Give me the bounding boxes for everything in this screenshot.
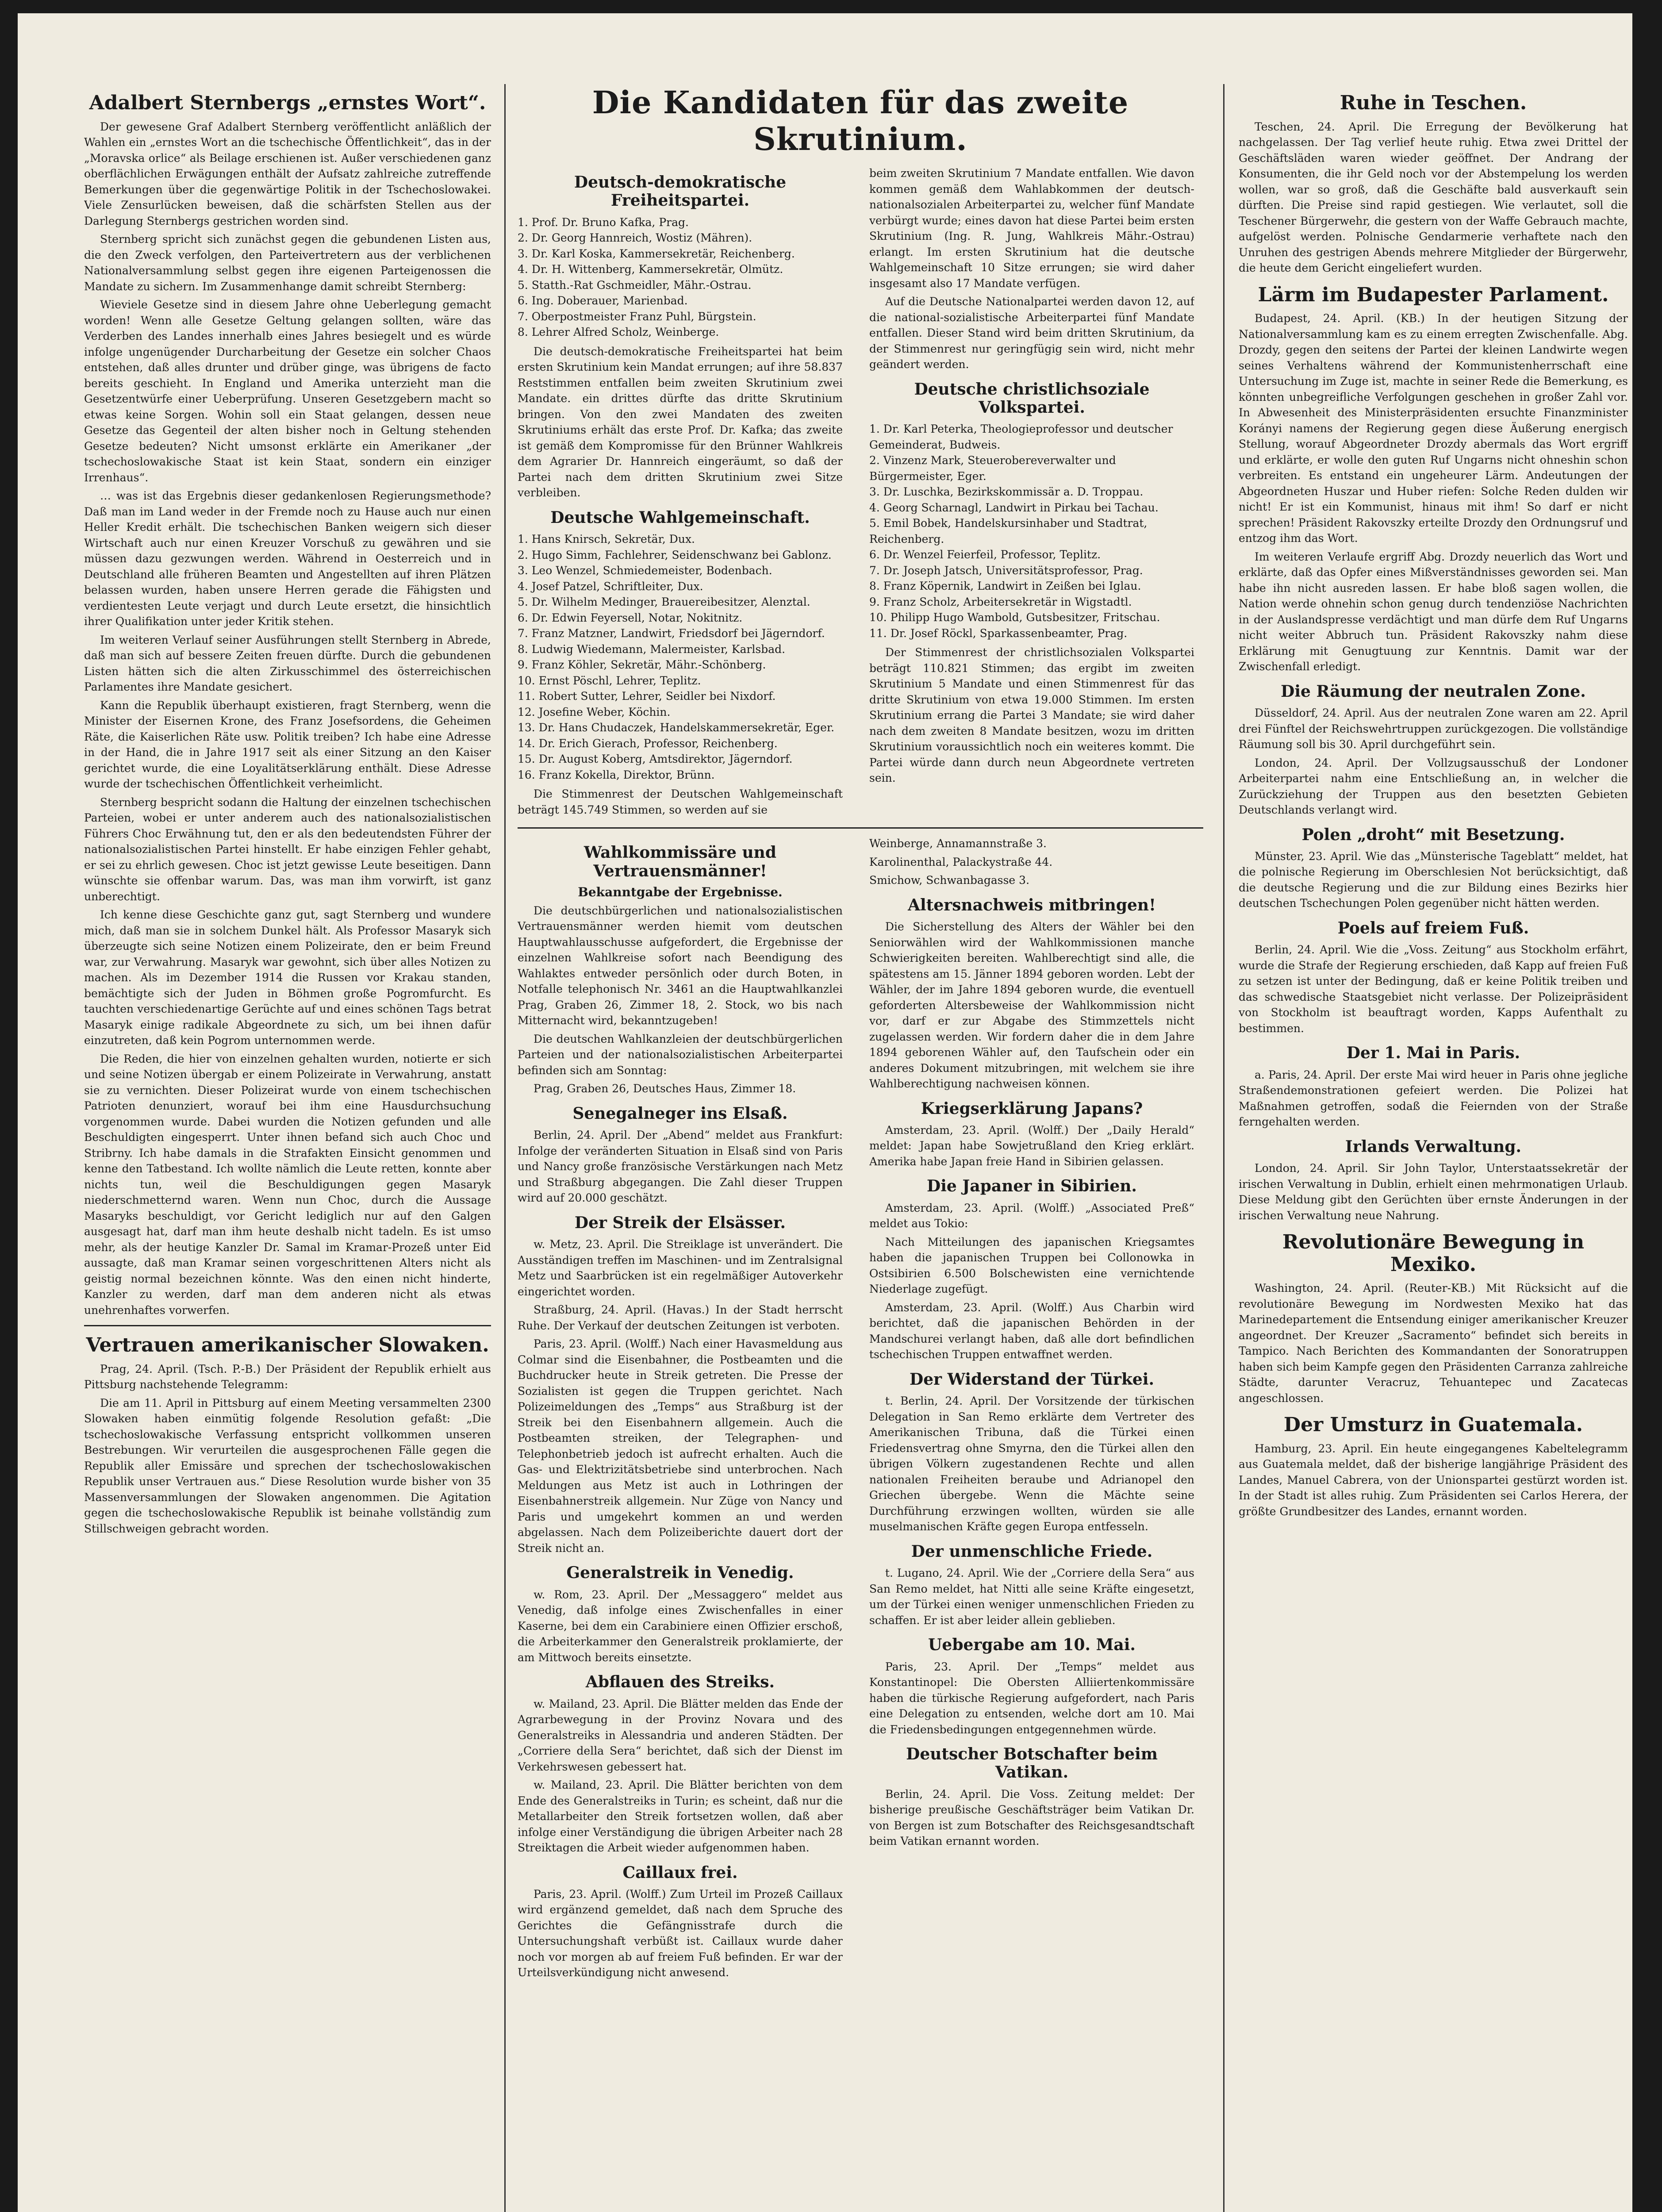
candidate-list-dwg: [518, 531, 843, 783]
column-center: [518, 84, 1203, 1983]
paragraph: Budapest, 24. April. (KB.) In der heutigen Sitzung der Nationalversammlung kam es zu einem erregten Zwischenfalle. Abg. Drozdy, gegen den seitens der Partei der kleinen Landwirte wegen seines Verhaltens während der Kommunistenherrschaft eine Untersuchung im Zuge ist, machte in seiner Rede die Bemerkung, es könnten unbegreifliche Verfolgungen geschehen in großer Zahl vor. In Abwesenheit des Ministerpräsidenten ersuchte Finanzminister Korányi namens der Regierung gegen diese Äußerung energisch Stellung, worauf Abgeordneter Drozdy abermals das Wort ergriff und erklärte, er wolle den guten Ruf Ungarns nicht ohneshin schon verbreiten. Es entstand ein ungeheurer Lärm. Andeutungen der Abgeordneten Huszar und Huber riefen: Solche Reden dulden wir nicht! Er ist ein Kommunist, hinaus mit ihm! So darf er nicht sprechen! Präsident Rakovszky erteilte Drozdy den Ordnungsruf und entzog ihm das Wort.: [1239, 312, 1628, 545]
list-item: 14. Dr. Erich Gierach, Professor, Reichenberg.: [518, 737, 778, 750]
paragraph: Amsterdam, 23. April. (Wolff.) Der „Daily Herald“ meldet: Japan habe Sowjetrußland den Krieg erklärt. Amerika habe Japan freie Hand in Sibirien gelassen.: [869, 1123, 1194, 1168]
list-item: 1. Prof. Dr. Bruno Kafka, Prag.: [518, 215, 689, 229]
paragraph: Berlin, 24. April. Die Voss. Zeitung meldet: Der bisherige preußische Geschäftsträger beim Vatikan Dr. von Bergen ist zum Botschafter des Reichsgesandtschaft beim Vatikan ernannt worden.: [869, 1787, 1194, 1848]
paragraph: w. Mailand, 23. April. Die Blätter berichten von dem Ende des Generalstreiks in Turin; es scheint, daß nur die Metallarbeiter den Streik fortsetzen wollen, daß aber infolge einer Verständigung die übrigen Arbeiter nach 28 Streiktagen die Arbeit wieder aufgenommen haben.: [518, 1778, 843, 1855]
newspaper-page: [18, 13, 1632, 2212]
article-title-wahlkommissaere: Wahlkommissäre und Vertrauensmänner!: [583, 843, 777, 880]
list-item: 8. Lehrer Alfred Scholz, Weinberge.: [518, 326, 719, 339]
article-title-friede: Der unmenschliche Friede.: [911, 1542, 1153, 1561]
paragraph: Der gewesene Graf Adalbert Sternberg veröffentlicht anläßlich der Wahlen ein „ernstes Wort an die tschechische Öffentlichkeit“, das in der „Moravska orlice“ als Beilage erschienen ist. Außer verschiedenen ganz oberflächlichen Erwägungen enthält der Aufsatz zahlreiche zutreffende Bemerkungen über die gegenwärtige Politik in der Tschechoslowakei. Viele Zensurlücken beweisen, daß die schärfsten Stellen aus der Darlegung Sternbergs gestrichen worden sind.: [84, 120, 491, 227]
paragraph: Die Stimmenrest der Deutschen Wahlgemeinschaft beträgt 145.749 Stimmen, so werden auf sie: [518, 787, 843, 816]
paragraph: Auf die Deutsche Nationalpartei werden davon 12, auf die national-sozialistische Arbeiterpartei fünf Mandate entfallen. Dieser Stand wird beim dritten Skrutinium, da der Stimmenrest nur geringfügig sein wird, nicht mehr geändert werden.: [869, 295, 1194, 371]
paragraph: Paris, 23. April. (Wolff.) Zum Urteil im Prozeß Caillaux wird ergänzend gemeldet, daß nach dem Spruche des Gerichtes die Gefängnisstrafe durch die Untersuchungshaft verbüßt ist. Caillaux wurde daher noch vor morgen ab auf freiem Fuß befinden. Er war der Urteilsverkündigung nicht anwesend.: [518, 1887, 843, 1979]
list-item: 10. Philipp Hugo Wambold, Gutsbesitzer, Fritschau.: [869, 611, 1160, 624]
paragraph: Teschen, 24. April. Die Erregung der Bevölkerung hat nachgelassen. Der Tag verlief heute ruhig. Etwa zwei Drittel der Geschäftsläden waren wieder geöffnet. Der Andrang der Konsumenten, die ihr Geld noch vor der Abstempelung los werden wollen, war so groß, daß die Geschäfte bald ausverkauft sein dürften. Die Preise sind rapid gestiegen. Wie verlautet, soll die Teschener Bürgerwehr, die gestern von der Waffe Gebrauch machte, aufgelöst werden. Polnische Gendarmerie verhaftete nach den Unruhen des gestrigen Abends mehrere Mitglieder der Bürgerwehr, die heute dem Gericht eingeliefert wurden.: [1239, 120, 1628, 275]
paragraph: Paris, 23. April. Der „Temps“ meldet aus Konstantinopel: Die Obersten Alliiertenkommissäre haben die türkische Regierung aufgefordert, nach Paris eine Delegation zu entsenden, welche dort am 10. Mai die Friedensbedingungen entgegennehmen würde.: [869, 1660, 1194, 1736]
list-item: 1. Dr. Karl Peterka, Theologieprofessor und deutscher Gemeinderat, Budweis.: [869, 422, 1173, 451]
paragraph: Die Sicherstellung des Alters der Wähler bei den Seniorwählen wird der Wahlkommissionen manche Schwierigkeiten bereiten. Wahlberechtigt sind alle, die spätestens am 15. Jänner 1894 geboren worden. Lebt der Wähler, der im Jahre 1894 geboren wurde, die eventuell geforderten Altersbeweise der Wahlkommission nicht vor, darf er zur Abgabe des Stimmzettels nicht zugelassen werden. Wir fordern daher die in dem Jahre 1894 geborenen Wähler auf, den Taufschein oder ein anderes Dokument mitzubringen, mit welchem sie ihre Wahlberechtigung nachweisen können.: [869, 920, 1194, 1091]
paragraph: t. Berlin, 24. April. Der Vorsitzende der türkischen Delegation in San Remo erklärte dem Vertreter des Amerikanischen Tribuna, daß die Türkei einen Friedensvertrag ohne Smyrna, den die Türkei allen den übrigen Völkern zugestandenen Rechte und allen nationalen Freiheiten beraube und Adrianopel den Griechen übergebe. Wenn die Mächte seine Durchführung erzwingen wollten, würden sie alle muselmanischen Kräfte gegen Europa entfesseln.: [869, 1394, 1194, 1533]
column-right: [1239, 84, 1628, 1522]
list-item: 7. Franz Matzner, Landwirt, Friedsdorf bei Jägerndorf.: [518, 627, 825, 640]
party-title-dwg: Deutsche Wahlgemeinschaft.: [550, 508, 810, 527]
subcol-right-top: [869, 165, 1194, 789]
list-item: 5. Emil Bobek, Handelskursinhaber und Stadtrat, Reichenberg.: [869, 517, 1148, 545]
list-item: 15. Dr. August Koberg, Amtsdirektor, Jägerndorf.: [518, 753, 793, 766]
list-item: 9. Franz Scholz, Arbeitersekretär in Wigstadtl.: [869, 595, 1132, 608]
article-title-senegalneger: Senegalneger ins Elsaß.: [572, 1104, 788, 1123]
paragraph: London, 24. April. Der Vollzugsausschuß der Londoner Arbeiterpartei nahm eine Entschließung an, in welcher die Zurückziehung der Truppen aus den besetzten Gebieten Deutschlands verlangt wird.: [1239, 756, 1628, 817]
article-title-elsaesser: Der Streik der Elsässer.: [574, 1213, 786, 1232]
article-subtitle: Bekanntgabe der Ergebnisse.: [578, 884, 783, 899]
list-item: 4. Josef Patzel, Schriftleiter, Dux.: [518, 580, 703, 593]
list-item: 11. Robert Sutter, Lehrer, Seidler bei Nixdorf.: [518, 690, 776, 703]
paragraph: Nach Mitteilungen des japanischen Kriegsamtes haben die japanischen Truppen bei Collonowka in Ostsibirien 6.500 Bolschewisten eine vernichtende Niederlage zugefügt.: [869, 1235, 1194, 1296]
column-rule: [1223, 84, 1224, 2212]
paragraph: Wieviele Gesetze sind in diesem Jahre ohne Ueberlegung gemacht worden! Wenn alle Gesetze Geltung gelangen sollten, wäre das Verderben des Landes innerhalb eines Jahres besiegelt und es würde infolge ungenügender Durcharbeitung der Gesetze ein solcher Chaos entstehen, daß alles drunter und drüber ginge, was übrigens de facto bereits geschieht. In England und Amerika unterzieht man die Gesetzentwürfe einer Ueberprüfung. Unseren Gesetzgebern macht so etwas keine Sorgen. Wohin soll ein Staat gelangen, dessen neue Gesetze das Gegenteil der alten bisher noch in Geltung stehenden Gesetze bedeuten? Nicht umsonst erklärte ein Amerikaner „der tschechoslowakische Staat ist kein Staat, sondern ein einziger Irrenhaus“.: [84, 298, 491, 484]
list-item: 12. Josefine Weber, Köchin.: [518, 705, 671, 718]
list-item: 6. Dr. Wenzel Feierfeil, Professor, Teplitz.: [869, 548, 1101, 561]
list-item: 3. Dr. Luschka, Bezirkskommissär a. D. Troppau.: [869, 485, 1144, 499]
list-item: 4. Georg Scharnagl, Landwirt in Pirkau bei Tachau.: [869, 501, 1159, 514]
paragraph: Straßburg, 24. April. (Havas.) In der Stadt herrscht Ruhe. Der Verkauf der deutschen Zeitungen ist verboten.: [518, 1303, 843, 1332]
party-title-ddf: Deutsch-demokratische Freiheitspartei.: [574, 173, 787, 210]
article-title-irland: Irlands Verwaltung.: [1345, 1137, 1522, 1156]
article-title-mexiko: Revolutionäre Bewegung in Mexiko.: [1282, 1231, 1585, 1276]
list-item: 8. Franz Köpernik, Landwirt in Zeißen bei Iglau.: [869, 580, 1141, 593]
candidate-list-ddf: [518, 215, 843, 340]
list-item: 10. Ernst Pöschl, Lehrer, Teplitz.: [518, 674, 701, 687]
paragraph: Amsterdam, 23. April. (Wolff.) „Associated Preß“ meldet aus Tokio:: [869, 1201, 1194, 1230]
paragraph: Amsterdam, 23. April. (Wolff.) Aus Charbin wird berichtet, daß die japanischen Behörden in der Mandschurei verlangt haben, daß alle dort befindlichen tschechischen Truppen entwaffnet werden.: [869, 1301, 1194, 1361]
list-item: 2. Vinzenz Mark, Steuerobereverwalter und Bürgermeister, Eger.: [869, 454, 1116, 483]
article-title-guatemala: Der Umsturz in Guatemala.: [1283, 1413, 1583, 1436]
article-title-polen: Polen „droht“ mit Besetzung.: [1301, 825, 1565, 844]
paragraph: Im weiteren Verlauf seiner Ausführungen stellt Sternberg in Abrede, daß man sich auf bessere Zeiten freuen dürfte. Durch die gebundenen Listen hätten sich die alten Zirkusschimmel des österreichischen Parlamentes ihre Mandate gesichert.: [84, 633, 491, 694]
article-title-uebergabe: Uebergabe am 10. Mai.: [928, 1636, 1136, 1655]
article-title-abflauen: Abflauen des Streiks.: [585, 1673, 775, 1692]
article-title-teschen: Ruhe in Teschen.: [1340, 92, 1527, 114]
list-item: 2. Dr. Georg Hannreich, Wostiz (Mähren).: [518, 231, 752, 245]
list-item: 1. Hans Knirsch, Sekretär, Dux.: [518, 533, 695, 546]
article-body-sternberg: [84, 119, 491, 1318]
paragraph: Ich kenne diese Geschichte ganz gut, sagt Sternberg und wundere mich, daß man sie in solchem Dunkel hält. Als Professor Masaryk sich überzeugte sich seine Notizen einem Polizeirate, den er beim Freund war, zur Verwahrung. Masaryk war gewohnt, sich über alles Notizen zu machen. Als im Dezember 1914 die Russen vor Krakau standen, bemächtigte sich der Juden in Böhmen große Pogromfurcht. Es tauchten verschiedenartige Gerüchte auf und eines schönen Tags betrat Masaryk einige radikale Abgeordnete zu sich, um bei ihnen dafür einzutreten, daß kein Pogrom unternommen werde.: [84, 908, 491, 1047]
article-title-tuerkei: Der Widerstand der Türkei.: [909, 1370, 1155, 1389]
paragraph: w. Metz, 23. April. Die Streiklage ist unverändert. Die Ausständigen treffen im Maschinen- und im Zentralsignal Metz und Saarbrücken ist ein regelmäßiger Autoverkehr eingerichtet worden.: [518, 1238, 843, 1298]
paragraph: Berlin, 24. April. Der „Abend“ meldet aus Frankfurt: Infolge der veränderten Situation in Elsaß sind von Paris und Nancy große französische Verstärkungen nach Metz und Straßburg abgegangen. Die Zahl dieser Truppen wird auf 20.000 geschätzt.: [518, 1129, 843, 1205]
paragraph: London, 24. April. Sir John Taylor, Unterstaatssekretär der irischen Verwaltung in Dublin, erhielt einen mehrmonatigen Urlaub. Diese Meldung gibt den Gerüchten über ernste Änderungen in der irischen Verwaltung neue Nahrung.: [1239, 1162, 1628, 1222]
paragraph: Münster, 23. April. Wie das „Münsterische Tageblatt“ meldet, hat die polnische Regierung im Oberschlesien Not berücksichtigt, daß die deutsche Regierung und die zur Bildung eines Bezirks hier deutschen Tschechungen Polen gegenüber nicht hätten werden.: [1239, 849, 1628, 910]
column-rule: [504, 84, 506, 2212]
list-item: 3. Dr. Karl Koska, Kammersekretär, Reichenberg.: [518, 247, 795, 260]
section-divider: [84, 1325, 491, 1326]
paragraph: w. Mailand, 23. April. Die Blätter melden das Ende der Agrarbewegung in der Provinz Novara und des Generalstreiks in Alessandria und anderen Städten. Der „Corriere della Sera“ berichtet, daß sich der Dienst im Verkehrswesen gebessert hat.: [518, 1697, 843, 1773]
column-left: [84, 84, 491, 1539]
list-item: 6. Ing. Doberauer, Marienbad.: [518, 294, 688, 307]
main-headline: Die Kandidaten für das zweite Skrutinium.: [592, 84, 1129, 157]
list-item: 2. Hugo Simm, Fachlehrer, Seidenschwanz bei Gablonz.: [518, 548, 832, 561]
article-title-budapest: Lärm im Budapester Parlament.: [1258, 283, 1609, 306]
paragraph: Düsseldorf, 24. April. Aus der neutralen Zone waren am 22. April drei Fünftel der Reichswehrtruppen zurückgezogen. Die vollständige Räumung soll bis 30. April durchgeführt sein.: [1239, 707, 1628, 751]
article-title-slowaken: Vertrauen amerikanischer Slowaken.: [86, 1334, 489, 1357]
address-line: Smichow, Schwanbagasse 3.: [869, 874, 1030, 887]
paragraph: t. Lugano, 24. April. Wie der „Corriere della Sera“ aus San Remo meldet, hat Nitti alle seine Kräfte eingesetzt, um der Türkei einen weniger unmenschlichen Frieden zu schaffen. Er ist aber leider allein geblieben.: [869, 1567, 1194, 1627]
list-item: 7. Oberpostmeister Franz Puhl, Bürgstein.: [518, 310, 756, 323]
paragraph: beim zweiten Skrutinium 7 Mandate entfallen. Wie davon kommen gemäß dem Wahlabkommen der deutsch-nationalsozialen Arbeiterpartei zu, welcher fünf Mandate verbürgt wurde; eines davon hat diese Partei beim ersten Skrutinium (Ing. R. Jung, Wahlkreis Mähr.-Ostrau) erlangt. Im ersten Skrutinium hat die deutsche Wahlgemeinschaft 10 Sitze errungen; sie wird daher insgesamt also 17 Mandate verfügen.: [869, 167, 1194, 290]
list-item: 4. Dr. H. Wittenberg, Kammersekretär, Olmütz.: [518, 263, 783, 276]
list-item: 7. Dr. Joseph Jatsch, Universitätsprofessor, Prag.: [869, 564, 1143, 577]
subcol-left-top: [518, 165, 843, 820]
paragraph: a. Paris, 24. April. Der erste Mai wird heuer in Paris ohne jegliche Straßendemonstrationen gefeiert werden. Die Polizei hat Maßnahmen getroffen, sodaß die Feiernden von der Straße ferngehalten werden.: [1239, 1068, 1628, 1129]
paragraph: Berlin, 24. April. Wie die „Voss. Zeitung“ aus Stockholm erfährt, wurde die Strafe der Regierung erschieden, daß Kapp auf freien Fuß zu setzen ist unter der Bedingung, daß er keine Politik treiben und das schwedische Staatsgebiet nicht verlasse. Der Polizeipräsident von Stockholm ist beauftragt worden, Kapps Aufenthalt zu bestimmen.: [1239, 943, 1628, 1035]
paragraph: Die Reden, die hier von einzelnen gehalten wurden, notierte er sich und seine Notizen übergab er einem Polizeirate in Verwahrung, anstatt sie zu vernichten. Dieser Polizeirat wurde von einem tschechischen Patrioten denunziert, worauf bei ihm eine Hausdurchsuchung vorgenommen wurde. Dabei wurden die Notizen gefunden und alle Beschuldigten eingesperrt. Unter ihnen befand sich auch Choc und Stribrny. Ich habe damals in die Strafakten Einsicht genommen und kenne den Tatbestand. Ich wollte nämlich die Leute retten, konnte aber nichts tun, weil die Beschuldigungen gegen Masaryk niederschmetternd waren. Wenn nun Choc, durch die Aussage Masaryks beschuldigt, vor Gericht lediglich nur auf den Galgen ausgesagt hat, darf man ihm heute deshalb nicht tadeln. Es ist umso mehr, als der heutige Kanzler Dr. Samal im Kramar-Prozeß unter Eid aussagte, daß man Kramar seinen vorgeschrittenen Alters nicht als geistig normal bezeichnen könnte. Was den einen nicht hinderte, Kanzler zu werden, darf man dem anderen nicht als etwas unehrenhaftes vorwerfen.: [84, 1052, 491, 1317]
paragraph: Paris, 23. April. (Wolff.) Nach einer Havasmeldung aus Colmar sind die Eisenbahner, die Postbeamten und die Buchdrucker heute in Streik getreten. Die Presse der Sozialisten ist gegen die Truppen gerichtet. Nach Polizeimeldungen des „Temps“ aus Straßburg ist der Streik bei den Eisenbahnern allgemein. Auch die Postbeamten streiken, der Telegraphen- und Telephonbetrieb jedoch ist aufrecht erhalten. Auch die Gas- und Elektrizitätsbetriebe sind unterbrochen. Nach Meldungen aus Metz ist auch in Lothringen der Eisenbahnerstreik allgemein. Nur Züge von Nancy und Paris und umgekehrt kommen an und werden abgelassen. Nach dem Polizeiberichte dauert dort der Streik nicht an.: [518, 1337, 843, 1555]
paragraph: Sternberg spricht sich zunächst gegen die gebundenen Listen aus, die den Zweck verfolgen, den Parteivertretern aus der verblichenen Nationalversammlung selbst gegen ihre eigenen Parteigenossen die Mandate zu sichern. Im Zusammenhange damit schreibt Sternberg:: [84, 233, 491, 293]
paragraph: Im weiteren Verlaufe ergriff Abg. Drozdy neuerlich das Wort und erklärte, daß das Opfer eines Mißverständnisses geworden sei. Man habe ihn nicht ausreden lassen. Er habe bloß sagen wollen, die Nation werde ohnehin schon genug durch tendenziöse Nachrichten in der Auslandspresse verdächtigt und man dürfe dem Ruf Ungarns nicht weiter Abbruch tun. Präsident Rakovszky nahm diese Erklärung mit Genugtuung zur Kenntnis. Damit war der Zwischenfall erledigt.: [1239, 550, 1628, 673]
paragraph: Die deutschen Wahlkanzleien der deutschbürgerlichen Parteien und der nationalsozialistischen Arbeiterpartei befinden sich am Sonntag:: [518, 1032, 843, 1077]
article-title-venedig: Generalstreik in Venedig.: [566, 1563, 794, 1582]
subcol-right-bottom: [869, 836, 1194, 1852]
list-item: 11. Dr. Josef Röckl, Sparkassenbeamter, Prag.: [869, 626, 1128, 640]
list-item: 13. Dr. Hans Chudaczek, Handelskammersekretär, Eger.: [518, 721, 835, 734]
list-item: 6. Dr. Edwin Feyersell, Notar, Nokitnitz.: [518, 611, 743, 624]
article-title-sternberg: Adalbert Sternbergs „ernstes Wort“.: [89, 92, 486, 114]
article-title-kriegserklaerung: Kriegserklärung Japans?: [921, 1099, 1143, 1118]
article-title-mai: Der 1. Mai in Paris.: [1346, 1044, 1520, 1063]
paragraph: Prag, 24. April. (Tsch. P.-B.) Der Präsident der Republik erhielt aus Pittsburg nachstehende Telegramm:: [84, 1362, 491, 1391]
party-title-csv: Deutsche christlichsoziale Volkspartei.: [914, 380, 1150, 417]
article-title-caillaux: Caillaux frei.: [622, 1863, 738, 1882]
list-item: 5. Dr. Wilhelm Medinger, Brauereibesitzer, Alenztal.: [518, 595, 810, 609]
candidate-list-csv: [869, 421, 1194, 641]
subcol-left-bottom: [518, 836, 843, 1983]
paragraph: … was ist das Ergebnis dieser gedankenlosen Regierungsmethode? Daß man im Land weder in der Fremde noch zu Hause auch nur einen Heller Kredit erhält. Die tschechischen Banken weigern sich dieser Wirtschaft auch nur einen Kreuzer Vorschuß zu gewähren und sie müssen dazu gezwungen werden. Während in Oesterreich und in Deutschland alle früheren Beamten und Angestellten auf ihren Plätzen belassen wurden, haben unsere Herren gerade die Fähigsten und verdientesten Leute verjagt und durch Leute ersetzt, die hinsichtlich ihrer Qualifikation unter jeder Kritik stehen.: [84, 489, 491, 628]
paragraph: Die deutschbürgerlichen und nationalsozialistischen Vertrauensmänner werden hiemit vom deutschen Hauptwahlausschusse aufgefordert, die Ergebnisse der einzelnen Wahlkreise sofort nach Beendigung des Wahlaktes entweder persönlich oder durch Boten, in Notfalle telephonisch Nr. 3461 an die Hauptwahlkanzlei Prag, Graben 26, Zimmer 18, 2. Stock, wo bis nach Mitternacht wird, bekanntzugeben!: [518, 904, 843, 1027]
address-line: Prag, Graben 26, Deutsches Haus, Zimmer 18.: [534, 1082, 796, 1095]
address-line: Weinberge, Annamannstraße 3.: [869, 837, 1047, 850]
list-item: 16. Franz Kokella, Direktor, Brünn.: [518, 768, 715, 781]
list-item: 5. Statth.-Rat Gschmeidler, Mähr.-Ostrau.: [518, 278, 752, 292]
paragraph: Die deutsch-demokratische Freiheitspartei hat beim ersten Skrutinium kein Mandat errungen; auf ihre 58.837 Reststimmen entfallen beim zweiten Skrutinium zwei Mandate. ein drittes dürfte das dritte Skrutinium bringen. Von den zwei Mandaten des zweiten Skrutiniums erhält das erste Prof. Dr. Kafka; das zweite ist gemäß dem Kompromisse für den Brünner Wahlkreis dem Agrarier Dr. Hannreich eingeräumt, so daß der Partei nach dem dritten Skrutinium zwei Sitze verbleiben.: [518, 345, 843, 499]
list-item: 3. Leo Wenzel, Schmiedemeister, Bodenbach.: [518, 564, 772, 577]
list-item: 9. Franz Köhler, Sekretär, Mähr.-Schönberg.: [518, 658, 766, 672]
article-title-botschafter: Deutscher Botschafter beim Vatikan.: [906, 1745, 1158, 1782]
article-title-zone: Die Räumung der neutralen Zone.: [1281, 682, 1586, 701]
paragraph: Sternberg bespricht sodann die Haltung der einzelnen tschechischen Parteien, wobei er unter anderem auch des nationalsozialistischen Führers Choc Erwähnung tut, den er als den bedeutendsten Führer der nationalsozialistischen Partei hinstellt. Er habe einzigen Fehler gehabt, er sei zu ehrlich gewesen. Choc ist jetzt gewisse Leute beseitigen. Dann wünschte sie offenbar warum. Das, was man ihm vorwirft, ist ganz unberechtigt.: [84, 795, 491, 903]
section-divider: [518, 827, 1203, 829]
article-title-kapp: Poels auf freiem Fuß.: [1337, 918, 1529, 937]
paragraph: Washington, 24. April. (Reuter-KB.) Mit Rücksicht auf die revolutionäre Bewegung im Nordwesten Mexiko hat das Marinedepartement die Entsendung einiger amerikanischer Kreuzer angeordnet. Der Kreuzer „Sacramento“ befindet sich bereits in Tampico. Nach Berichten des Kommandanten der Sonoratruppen haben sich beim Kampfe gegen den Präsidenten Carranza zahlreiche Städte, darunter Veracruz, Tehuantepec und Zacatecas angeschlossen.: [1239, 1282, 1628, 1405]
paragraph: Die am 11. April in Pittsburg auf einem Meeting versammelten 2300 Slowaken haben einmütig folgende Resolution gefaßt: „Die tschechoslowakische Verfassung entspricht vollkommen unseren Bestrebungen. Wir verurteilen die ausgesprochenen Fälle gegen die Republik aller Emissäre und sprechen der tschechoslowakischen Republik unser Vertrauen aus.“ Diese Resolution wurde bisher von 35 Massenversammlungen der Slowaken angenommen. Die Agitation gegen die tschechoslowakische Republik ist beinahe vollständig zum Stillschweigen gebracht worden.: [84, 1396, 491, 1535]
paragraph: Kann die Republik überhaupt existieren, fragt Sternberg, wenn die Minister der Eisernen Krone, des Franz Josefsordens, die Geheimen Räte, die Kaiserlichen Räte usw. Politik treiben? Ich habe eine Adresse in der Hand, die in Jahre 1917 seit als einer Sitzung an den Kaiser gerichtet wurde, die eine Loyalitätserklärung enthält. Diese Adresse wurde der tschechischen Öffentlichkeit verheimlicht.: [84, 699, 491, 791]
address-line: Karolinenthal, Palackystraße 44.: [869, 855, 1053, 868]
paragraph: Hamburg, 23. April. Ein heute eingegangenes Kabeltelegramm aus Guatemala meldet, daß der bisherige langjährige Präsident des Landes, Manuel Cabrera, von der Unionspartei gestürzt worden ist. In der Stadt ist alles ruhig. Zum Präsidenten sei Carlos Herera, der größte Grundbesitzer des Landes, ernannt worden.: [1239, 1442, 1628, 1518]
paragraph: Der Stimmenrest der christlichsozialen Volkspartei beträgt 110.821 Stimmen; das ergibt im zweiten Skrutinium 5 Mandate und einen Stimmenrest für das dritte Skrutinium von etwa 19.000 Stimmen. Im ersten Skrutinium errang die Partei 3 Mandate; sie wird daher nach dem zweiten 8 Mandate besitzen, wozu im dritten Skrutinium voraussichtlich noch ein weiteres kommt. Die Partei würde dann durch neun Abgeordnete vertreten sein.: [869, 646, 1194, 785]
paragraph: w. Rom, 23. April. Der „Messaggero“ meldet aus Venedig, daß infolge eines Zwischenfalles in einer Kaserne, bei dem ein Carabiniere einen Offizier erschoß, die Arbeiterkammer den Generalstreik proklamierte, der am Mittwoch bereits einsetzte.: [518, 1588, 843, 1664]
article-title-japaner: Die Japaner in Sibirien.: [927, 1177, 1137, 1196]
list-item: 8. Ludwig Wiedemann, Malermeister, Karlsbad.: [518, 642, 786, 656]
article-title-altersnachweis: Altersnachweis mitbringen!: [908, 895, 1156, 914]
